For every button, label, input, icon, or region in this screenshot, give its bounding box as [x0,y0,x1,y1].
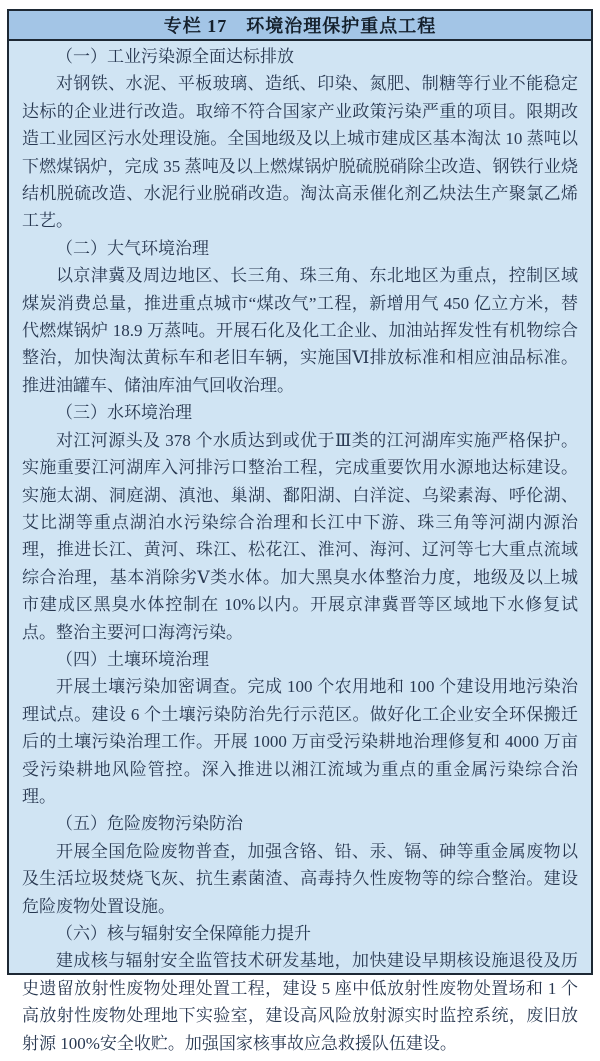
section-hazardous-waste [22,810,578,920]
section-nuclear-radiation-safety [22,920,578,1057]
section-paragraph: 开展土壤污染加密调查。完成 100 个农用地和 100 个建设用地污染治理试点。建设 6 个土壤污染防治先行示范区。做好化工企业安全环保搬迁后的土壤污染治理工作。开展 1000 万亩受污染耕地治理修复和 4000 万亩受污染耕地风险管控。深入推进以湘江流域为重点的重金属污染综合治理。 [22,677,578,806]
section-heading: （四）土壤环境治理 [56,649,209,669]
section-heading: （三）水环境治理 [56,403,192,423]
section-soil-environment [22,646,578,810]
section-paragraph: 对江河源头及 378 个水质达到或优于Ⅲ类的江河湖库实施严格保护。实施重要江河湖库入河排污口整治工程，完成重要饮用水源地达标建设。实施太湖、洞庭湖、滇池、巢湖、鄱阳湖、白洋淀、乌梁素海、呼伦湖、艾比湖等重点湖泊水污染综合治理和长江中下游、珠三角等河湖内源治理，推进长江、黄河、珠江、松花江、淮河、海河、辽河等七大重点流域综合治理，基本消除劣Ⅴ类水体。加大黑臭水体整治力度，地级及以上城市建成区黑臭水体控制在 10%以内。开展京津冀晋等区域地下水修复试点。整治主要河口海湾污染。 [22,430,578,642]
feature-box-title: 专栏 17 环境治理保护重点工程 [163,16,437,36]
section-paragraph: 开展全国危险废物普查，加强含铬、铅、汞、镉、砷等重金属废物以及生活垃圾焚烧飞灰、抗生素菌渣、高毒持久性废物等的综合整治。建设危险废物处置设施。 [22,841,578,916]
section-heading: （五）危险废物污染防治 [56,814,243,834]
section-heading: （一）工业污染源全面达标排放 [56,47,294,66]
feature-box [7,9,593,1053]
section-paragraph: 对钢铁、水泥、平板玻璃、造纸、印染、氮肥、制糖等行业不能稳定达标的企业进行改造。取缔不符合国家产业政策污染严重的项目。限期改造工业园区污水处理设施。全国地级及以上城市建成区基本淘汰 10 蒸吨以下燃煤锅炉，完成 35 蒸吨及以上燃煤锅炉脱硫脱硝除尘改造、钢铁行业烧结机脱硫改造、水泥行业脱硝改造。淘汰高汞催化剂乙炔法生产聚氯乙烯工艺。 [22,74,578,231]
section-air-environment [22,235,578,399]
section-paragraph: 以京津冀及周边地区、长三角、珠三角、东北地区为重点，控制区域煤炭消费总量，推进重点城市“煤改气”工程，新增用气 450 亿立方米，替代燃煤锅炉 18.9 万蒸吨。开展石化及化工企业、加油站挥发性有机物综合整治，加快淘汰黄标车和老旧车辆，实施国Ⅵ排放标准和相应油品标准。推进油罐车、储油库油气回收治理。 [22,266,578,395]
feature-box-content [9,41,591,1061]
section-water-environment [22,399,578,646]
section-industrial-pollution [22,43,578,235]
feature-box-header [9,11,591,41]
section-paragraph: 建成核与辐射安全监管技术研发基地，加快建设早期核设施退役及历史遗留放射性废物处理处置工程，建设 5 座中低放射性废物处置场和 1 个高放射性废物处理地下实验室，建设高风险放射源实时监控系统，废旧放射源 100%安全收贮。加强国家核事故应急救援队伍建设。 [22,951,578,1053]
section-heading: （二）大气环境治理 [56,238,209,258]
section-heading: （六）核与辐射安全保障能力提升 [56,924,311,943]
